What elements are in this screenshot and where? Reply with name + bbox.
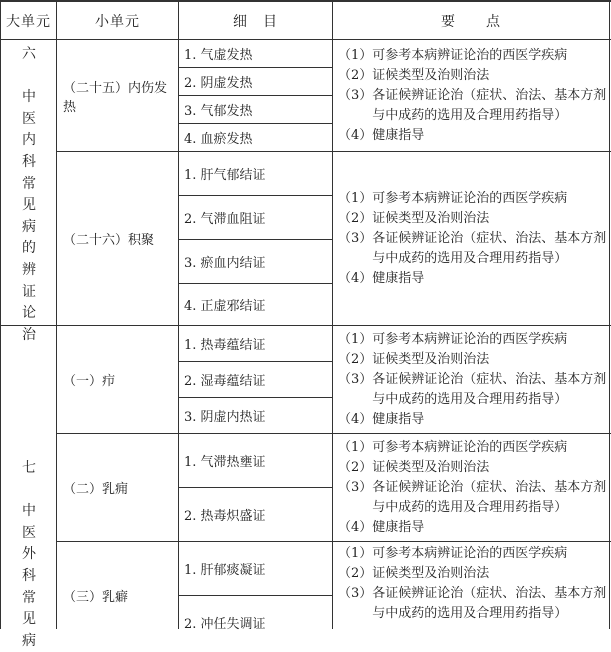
unit-gap <box>1 480 57 502</box>
point-text: 可参考本病辨证论治的西医学疾病 <box>372 439 568 455</box>
point-text: 各证候辨证论治（症状、治法、基本方剂与中成药的选用及合理用药指导） <box>372 586 607 621</box>
point-item <box>338 584 609 624</box>
detail-cell: 2. 阴虚发热 <box>184 76 253 91</box>
subunit-cell: （二）乳痈 <box>63 482 129 497</box>
detail-cell: 3. 阴虚内热证 <box>184 410 266 425</box>
points-cell <box>333 542 609 649</box>
points-cell <box>333 152 609 325</box>
unit-cell <box>1 458 57 652</box>
point-number: （2） <box>338 351 373 367</box>
unit-char: 科 <box>22 153 36 170</box>
detail-cell: 1. 肝气郁结证 <box>184 168 266 183</box>
point-item <box>338 564 609 584</box>
unit-char: 见 <box>22 197 36 214</box>
unit-char: 中 <box>22 503 36 520</box>
unit-char: 科 <box>22 567 36 584</box>
detail-cell: 4. 正虚邪结证 <box>184 299 266 314</box>
unit-char: 医 <box>22 524 36 541</box>
point-item <box>338 544 609 564</box>
unit-char: 论 <box>22 305 36 322</box>
detail-cell: 2. 气滞血阻证 <box>184 212 266 227</box>
unit-cell <box>1 44 57 346</box>
point-number: （2） <box>338 566 373 581</box>
subunit-cell: （二十六）积聚 <box>63 233 155 248</box>
point-item <box>338 229 609 269</box>
unit-gap <box>1 66 57 88</box>
header-subunit: 小单元 <box>95 14 140 30</box>
point-item <box>338 478 609 518</box>
point-item <box>338 350 609 370</box>
point-number: （1） <box>338 546 373 561</box>
detail-cell: 1. 气滞热壅证 <box>184 455 266 470</box>
point-number: （3） <box>338 479 373 495</box>
subunit-cell: （二十五）内伤发热 <box>63 80 168 115</box>
point-item <box>338 209 609 229</box>
header-points: 要 点 <box>441 14 501 30</box>
header-detail: 细 目 <box>233 14 278 30</box>
unit-char: 常 <box>22 175 36 192</box>
detail-cell: 1. 肝郁痰凝证 <box>184 563 266 578</box>
detail-cell: 3. 瘀血内结证 <box>184 256 266 271</box>
unit-char: 的 <box>22 240 36 257</box>
points-cell <box>333 326 609 433</box>
point-item <box>338 66 609 86</box>
header-unit: 大单元 <box>6 14 51 30</box>
point-number: （1） <box>338 439 373 455</box>
point-number: （1） <box>338 331 373 347</box>
unit-char: 病 <box>22 218 36 235</box>
point-text: 证候类型及治则治法 <box>372 210 490 226</box>
detail-cell: 3. 气郁发热 <box>184 104 253 119</box>
point-number: （1） <box>338 47 373 63</box>
point-number: （3） <box>338 371 373 387</box>
unit-char: 辨 <box>22 261 36 278</box>
point-number: （1） <box>338 190 373 206</box>
unit-char: 七 <box>22 460 36 476</box>
unit-char: 见 <box>22 611 36 628</box>
col-border <box>609 0 610 629</box>
detail-cell: 1. 热毒蕴结证 <box>184 338 266 353</box>
point-number: （3） <box>338 586 373 601</box>
point-text: 证候类型及治则治法 <box>372 459 490 475</box>
unit-char: 中 <box>22 89 36 106</box>
point-item <box>338 46 609 66</box>
point-number: （4） <box>338 411 373 427</box>
point-item <box>338 189 609 209</box>
unit-char: 常 <box>22 589 36 606</box>
unit-char: 医 <box>22 110 36 127</box>
point-item <box>338 410 609 430</box>
point-item <box>338 330 609 350</box>
point-text: 各证候辨证论治（症状、治法、基本方剂与中成药的选用及合理用药指导） <box>372 371 607 407</box>
point-item <box>338 86 609 126</box>
point-text: 可参考本病辨证论治的西医学疾病 <box>372 331 568 347</box>
point-number: （4） <box>338 519 373 535</box>
detail-cell: 2. 热毒炽盛证 <box>184 509 266 524</box>
point-text: 可参考本病辨证论治的西医学疾病 <box>372 546 568 561</box>
points-cell <box>333 434 609 541</box>
detail-cell: 4. 血瘀发热 <box>184 132 253 147</box>
unit-char: 外 <box>22 546 36 563</box>
point-number: （4） <box>338 270 373 286</box>
point-text: 证候类型及治则治法 <box>372 351 490 367</box>
point-number: （2） <box>338 67 373 83</box>
point-text: 可参考本病辨证论治的西医学疾病 <box>372 190 568 206</box>
detail-cell: 2. 冲任失调证 <box>184 617 266 632</box>
point-item <box>338 458 609 478</box>
point-number: （3） <box>338 87 373 103</box>
point-text: 证候类型及治则治法 <box>372 566 490 581</box>
points-cell <box>333 40 609 151</box>
point-item <box>338 126 609 146</box>
point-item <box>338 269 609 289</box>
point-item <box>338 370 609 410</box>
subunit-cell: （一）疖 <box>63 374 116 389</box>
point-text: 健康指导 <box>372 519 425 535</box>
point-number: （2） <box>338 210 373 226</box>
point-text: 健康指导 <box>372 411 425 427</box>
point-text: 健康指导 <box>372 270 425 286</box>
point-text: 证候类型及治则治法 <box>372 67 490 83</box>
point-number: （3） <box>338 230 373 246</box>
unit-char: 病 <box>22 632 36 649</box>
point-number: （4） <box>338 127 373 143</box>
point-text: 健康指导 <box>372 127 425 143</box>
point-item <box>338 438 609 458</box>
detail-cell: 2. 湿毒蕴结证 <box>184 374 266 389</box>
unit-char: 治 <box>22 326 36 343</box>
point-text: 各证候辨证论治（症状、治法、基本方剂与中成药的选用及合理用药指导） <box>372 87 607 123</box>
subunit-cell: （三）乳癖 <box>63 590 129 605</box>
point-text: 可参考本病辨证论治的西医学疾病 <box>372 47 568 63</box>
point-number: （2） <box>338 459 373 475</box>
detail-cell: 1. 气虚发热 <box>184 48 253 63</box>
point-item <box>338 518 609 538</box>
point-text: 各证候辨证论治（症状、治法、基本方剂与中成药的选用及合理用药指导） <box>372 479 607 515</box>
unit-char: 证 <box>22 283 36 300</box>
unit-char: 内 <box>22 132 36 149</box>
point-text: 各证候辨证论治（症状、治法、基本方剂与中成药的选用及合理用药指导） <box>372 230 607 266</box>
unit-char: 六 <box>22 46 36 62</box>
